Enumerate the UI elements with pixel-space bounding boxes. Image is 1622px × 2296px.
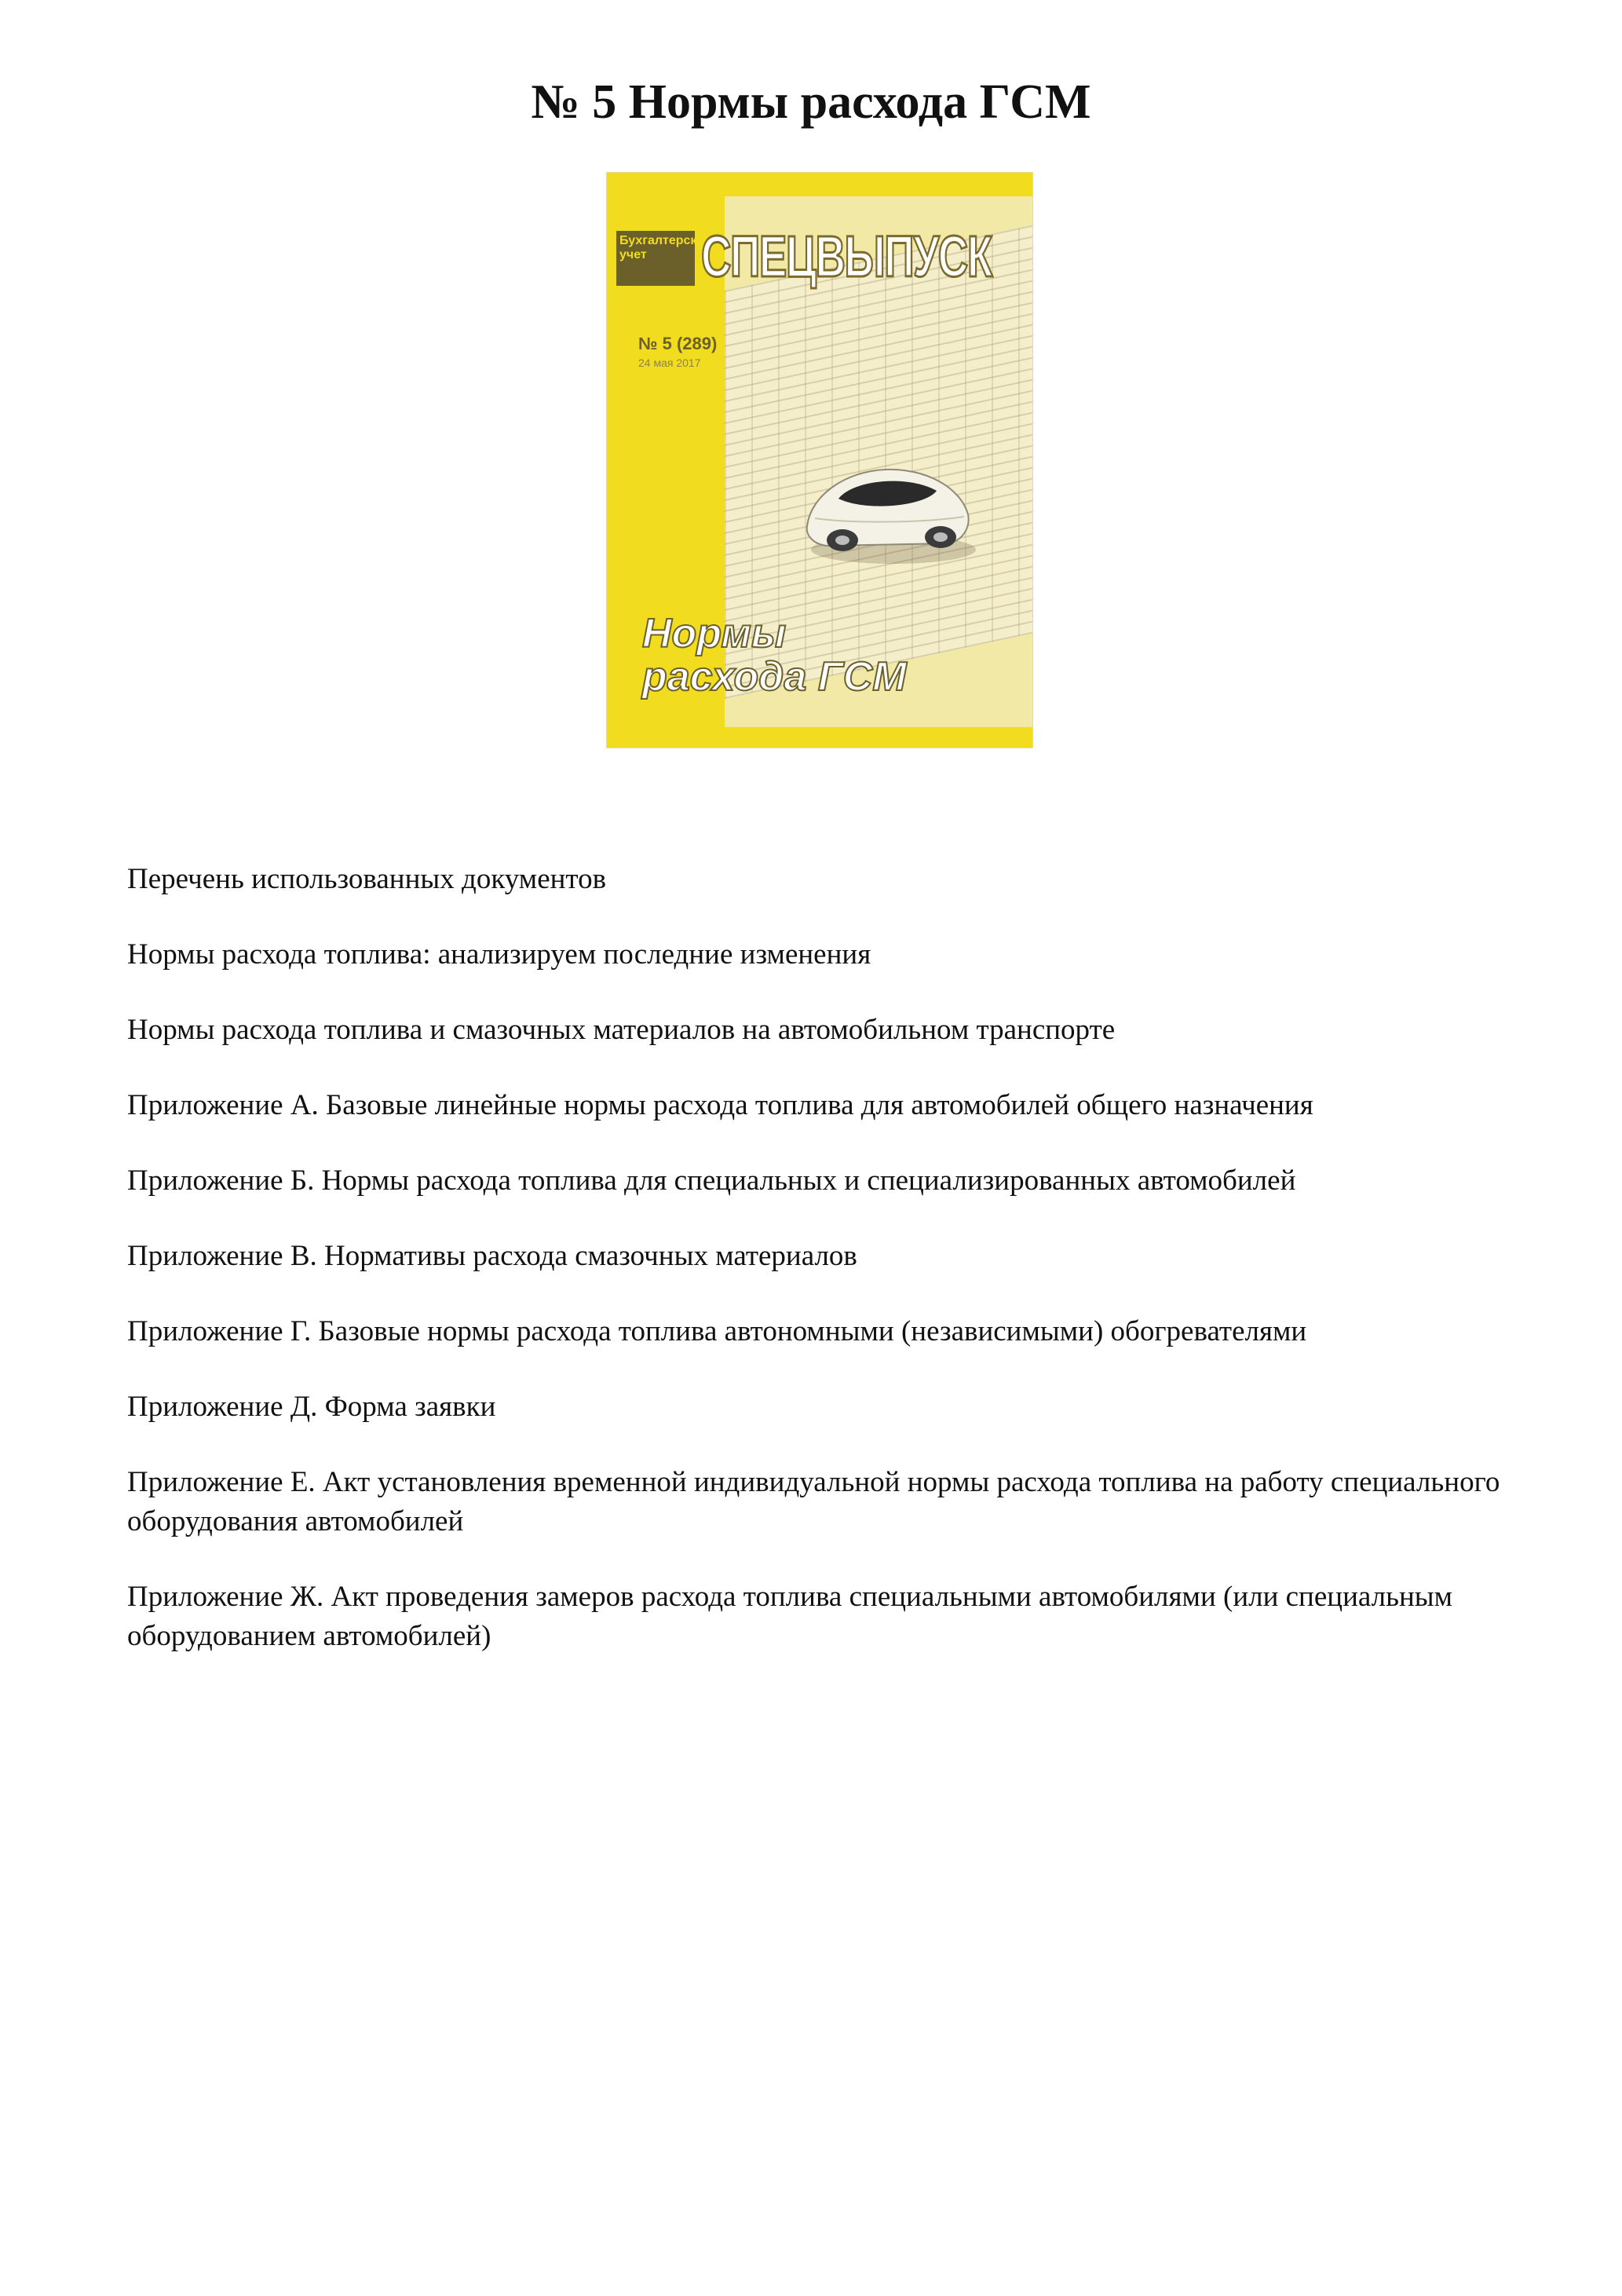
toc-item[interactable]: Приложение А. Базовые линейные нормы расхода топлива для автомобилей общего назначения — [127, 1089, 1313, 1121]
toc-item[interactable]: Приложение В. Нормативы расхода смазочных материалов — [127, 1240, 857, 1272]
cover-top-strip — [607, 173, 1032, 196]
cover-masthead-title: СПЕЦВЫПУСК — [701, 224, 992, 289]
magazine-cover-image — [607, 173, 1032, 748]
cover-issue-number: № 5 (289) — [638, 334, 718, 353]
cover-masthead-logo: Бухгалтерский учет — [616, 231, 695, 286]
toc-item[interactable]: Приложение Ж. Акт проведения замеров расхода топлива специальными автомобилями (или специальным оборудованием автомобилей) — [127, 1581, 1453, 1652]
toc-item[interactable]: Приложение Е. Акт установления временной индивидуальной нормы расхода топлива на работу специального оборудования автомобилей — [127, 1466, 1500, 1537]
toc-item[interactable]: Перечень использованных документов — [127, 863, 607, 895]
toc-item[interactable]: Приложение Д. Форма заявки — [127, 1391, 496, 1423]
toc-item[interactable]: Нормы расхода топлива и смазочных материалов на автомобильном транспорте — [127, 1014, 1116, 1046]
cover-bottom-strip — [607, 727, 1032, 748]
page-title: № 5 Нормы расхода ГСМ — [531, 75, 1091, 129]
car-illustration — [791, 440, 980, 573]
cover-masthead — [607, 220, 1032, 298]
cover-headline-line2: расхода ГСМ — [642, 653, 907, 700]
toc-item[interactable]: Приложение Б. Нормы расхода топлива для специальных и специализированных автомобилей — [127, 1164, 1296, 1197]
toc-item[interactable]: Нормы расхода топлива: анализируем последние изменения — [127, 938, 871, 971]
cover-issue-date: 24 мая 2017 — [638, 356, 701, 369]
table-of-contents — [127, 860, 1509, 1692]
toc-item[interactable]: Приложение Г. Базовые нормы расхода топлива автономными (независимыми) обогревателями — [127, 1315, 1307, 1347]
cover-headline-line1: Нормы — [642, 611, 787, 656]
cover-headline — [642, 612, 907, 698]
